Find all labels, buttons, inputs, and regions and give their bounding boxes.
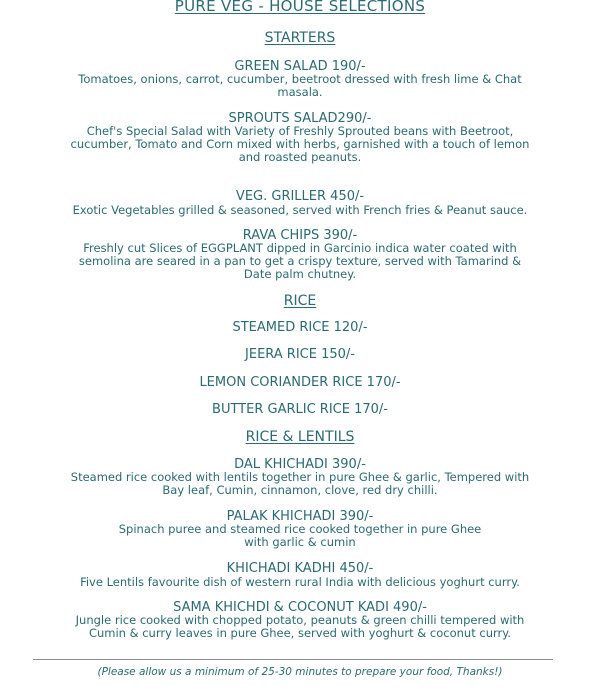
menu-item-name: SPROUTS SALAD290/-	[228, 111, 372, 126]
menu-item-name: STEAMED RICE 120/-	[232, 320, 368, 335]
menu-item-description: Exotic Vegetables grilled & seasoned, served with French fries & Peanut sauce.	[72, 203, 528, 217]
menu-item-name: SAMA KHICHDI & COCONUT KADI 490/-	[173, 600, 427, 615]
menu-item-description: Freshly cut Slices of EGGPLANT dipped in Garcinio indica water coated with semolina are seared in a pan to get a crispy texture, served with Tamarind & Date palm chutney.	[78, 241, 522, 281]
page-title: PURE VEG - HOUSE SELECTIONS	[174, 0, 426, 15]
menu-item-description: Chef's Special Salad with Variety of Freshly Sprouted beans with Beetroot, cucumber, Tomato and Corn mixed with herbs, garnished with a touch of lemon and roasted peanuts.	[70, 124, 530, 164]
section-heading-rice: RICE	[283, 293, 317, 309]
menu-item-name: VEG. GRILLER 450/-	[235, 189, 365, 204]
menu-item-name: DAL KHICHADI 390/-	[234, 457, 366, 472]
menu-item-description: Steamed rice cooked with lentils together in pure Ghee & garlic, Tempered with Bay leaf, Cumin, cinnamon, clove, red dry chilli.	[70, 470, 530, 497]
footer-divider	[33, 659, 553, 660]
section-heading-rice-lentils: RICE & LENTILS	[245, 429, 355, 445]
menu-item-name: PALAK KHICHADI 390/-	[226, 509, 374, 524]
menu-item-name: KHICHADI KADHI 450/-	[226, 561, 374, 576]
menu-item-name: GREEN SALAD 190/-	[234, 59, 366, 74]
menu-item-description: Five Lentils favourite dish of western rural India with delicious yoghurt curry.	[80, 575, 520, 589]
menu-item-name: JEERA RICE 150/-	[245, 347, 355, 362]
menu-item-name: BUTTER GARLIC RICE 170/-	[212, 402, 388, 417]
menu-item-description: Spinach puree and steamed rice cooked together in pure Ghee with garlic & cumin	[118, 522, 482, 549]
menu-item-name: RAVA CHIPS 390/-	[242, 228, 358, 243]
menu-item-description: Tomatoes, onions, carrot, cucumber, beetroot dressed with fresh lime & Chat masala.	[78, 72, 522, 99]
footer-note: (Please allow us a minimum of 25-30 minutes to prepare your food, Thanks!)	[97, 666, 503, 678]
menu-item-description: Jungle rice cooked with chopped potato, peanuts & green chilli tempered with Cumin & curry leaves in pure Ghee, served with yoghurt & coconut curry.	[75, 613, 525, 640]
section-heading-starters: STARTERS	[264, 30, 336, 46]
menu-item-name: LEMON CORIANDER RICE 170/-	[199, 375, 401, 390]
